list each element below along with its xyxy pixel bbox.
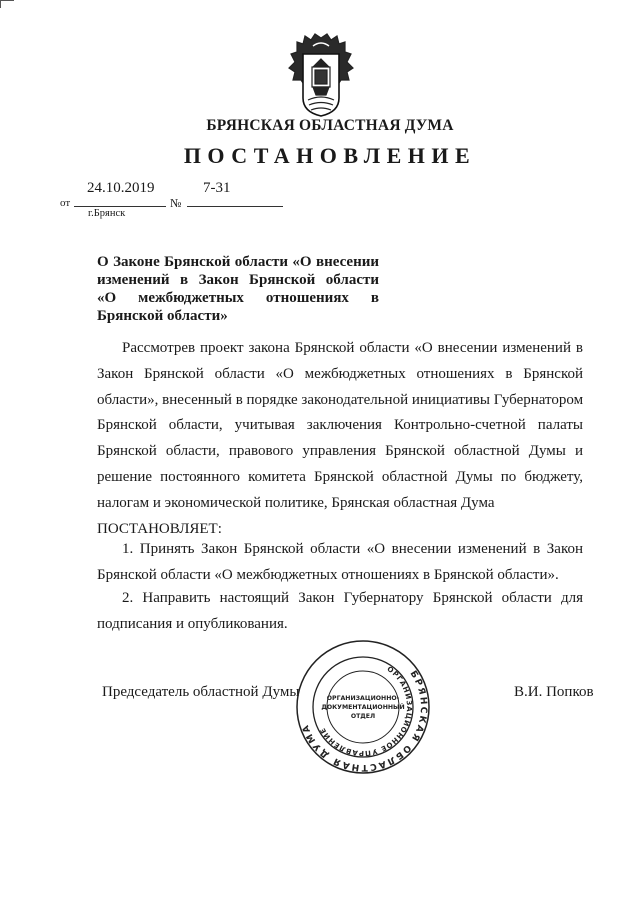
organization-name: БРЯНСКАЯ ОБЛАСТНАЯ ДУМА <box>206 117 454 134</box>
subject-line: Брянской области» <box>97 308 228 324</box>
number-underline <box>187 206 283 207</box>
body-line: Рассмотрев проект закона Брянской области «О внесении изменений в <box>122 340 583 356</box>
document-type: ПОСТАНОВЛЕНИЕ <box>183 143 477 168</box>
document-subject <box>97 253 379 325</box>
stamp-center-line: ОРГАНИЗАЦИОННО- <box>326 695 400 702</box>
stamp-center-line: ОТДЕЛ <box>350 713 376 720</box>
body-line: налогам и экономической политике, Брянская областная Дума <box>97 494 495 511</box>
coat-of-arms-icon <box>283 32 359 118</box>
document-number: 7-31 <box>203 180 231 196</box>
number-label: № <box>170 196 182 210</box>
body-line: Закон Брянской области «О межбюджетных отношениях в Брянской <box>97 365 583 382</box>
signatory-position: Председатель областной Думы <box>102 684 300 700</box>
stamp-center-line: ДОКУМЕНТАЦИОННЫЙ <box>321 704 405 711</box>
stamp-inner-text: ОРГАНИЗАЦИОННОЕ УПРАВЛЕНИЕ <box>318 664 414 758</box>
item-line: 2. Направить настоящий Закон Губернатору Брянской области для <box>122 590 583 606</box>
body-line: Брянской области, учитывая заключения Контрольно-счетной палаты <box>97 417 583 434</box>
from-label: от <box>60 197 71 209</box>
resolution-item-2 <box>97 585 583 637</box>
date-underline <box>74 206 166 207</box>
resolves-label: ПОСТАНОВЛЯЕТ: <box>97 520 222 537</box>
signatory-name: В.И. Попков <box>514 684 594 700</box>
resolution-item-1 <box>97 536 583 588</box>
subject-line: О Законе Брянской области «О внесении <box>97 254 379 270</box>
scan-corner-mark <box>0 0 2 8</box>
organization-stamp-icon <box>294 638 432 776</box>
item-line: подписания и опубликования. <box>97 616 288 632</box>
subject-line: «О межбюджетных отношениях в <box>97 290 379 306</box>
stamp-outer-text: БРЯНСКАЯ ОБЛАСТНАЯ ДУМА <box>300 669 429 773</box>
city-label: г.Брянск <box>88 208 126 219</box>
body-line: решение постоянного комитета Брянской областной Думы по бюджету, <box>97 468 583 485</box>
subject-line: изменений в Закон Брянской области <box>97 272 379 288</box>
document-date: 24.10.2019 <box>87 180 155 196</box>
item-line: 1. Принять Закон Брянской области «О внесении изменений в Закон <box>122 541 583 557</box>
body-line: Брянской области, правового управления Брянской областной Думы и <box>97 443 583 460</box>
item-line: Брянской области «О межбюджетных отношениях в Брянской области». <box>97 567 559 583</box>
preamble-paragraph <box>97 336 583 542</box>
body-line: области», внесенный в порядке законодательной инициативы Губернатором <box>97 391 584 408</box>
scan-corner-mark <box>0 0 14 2</box>
